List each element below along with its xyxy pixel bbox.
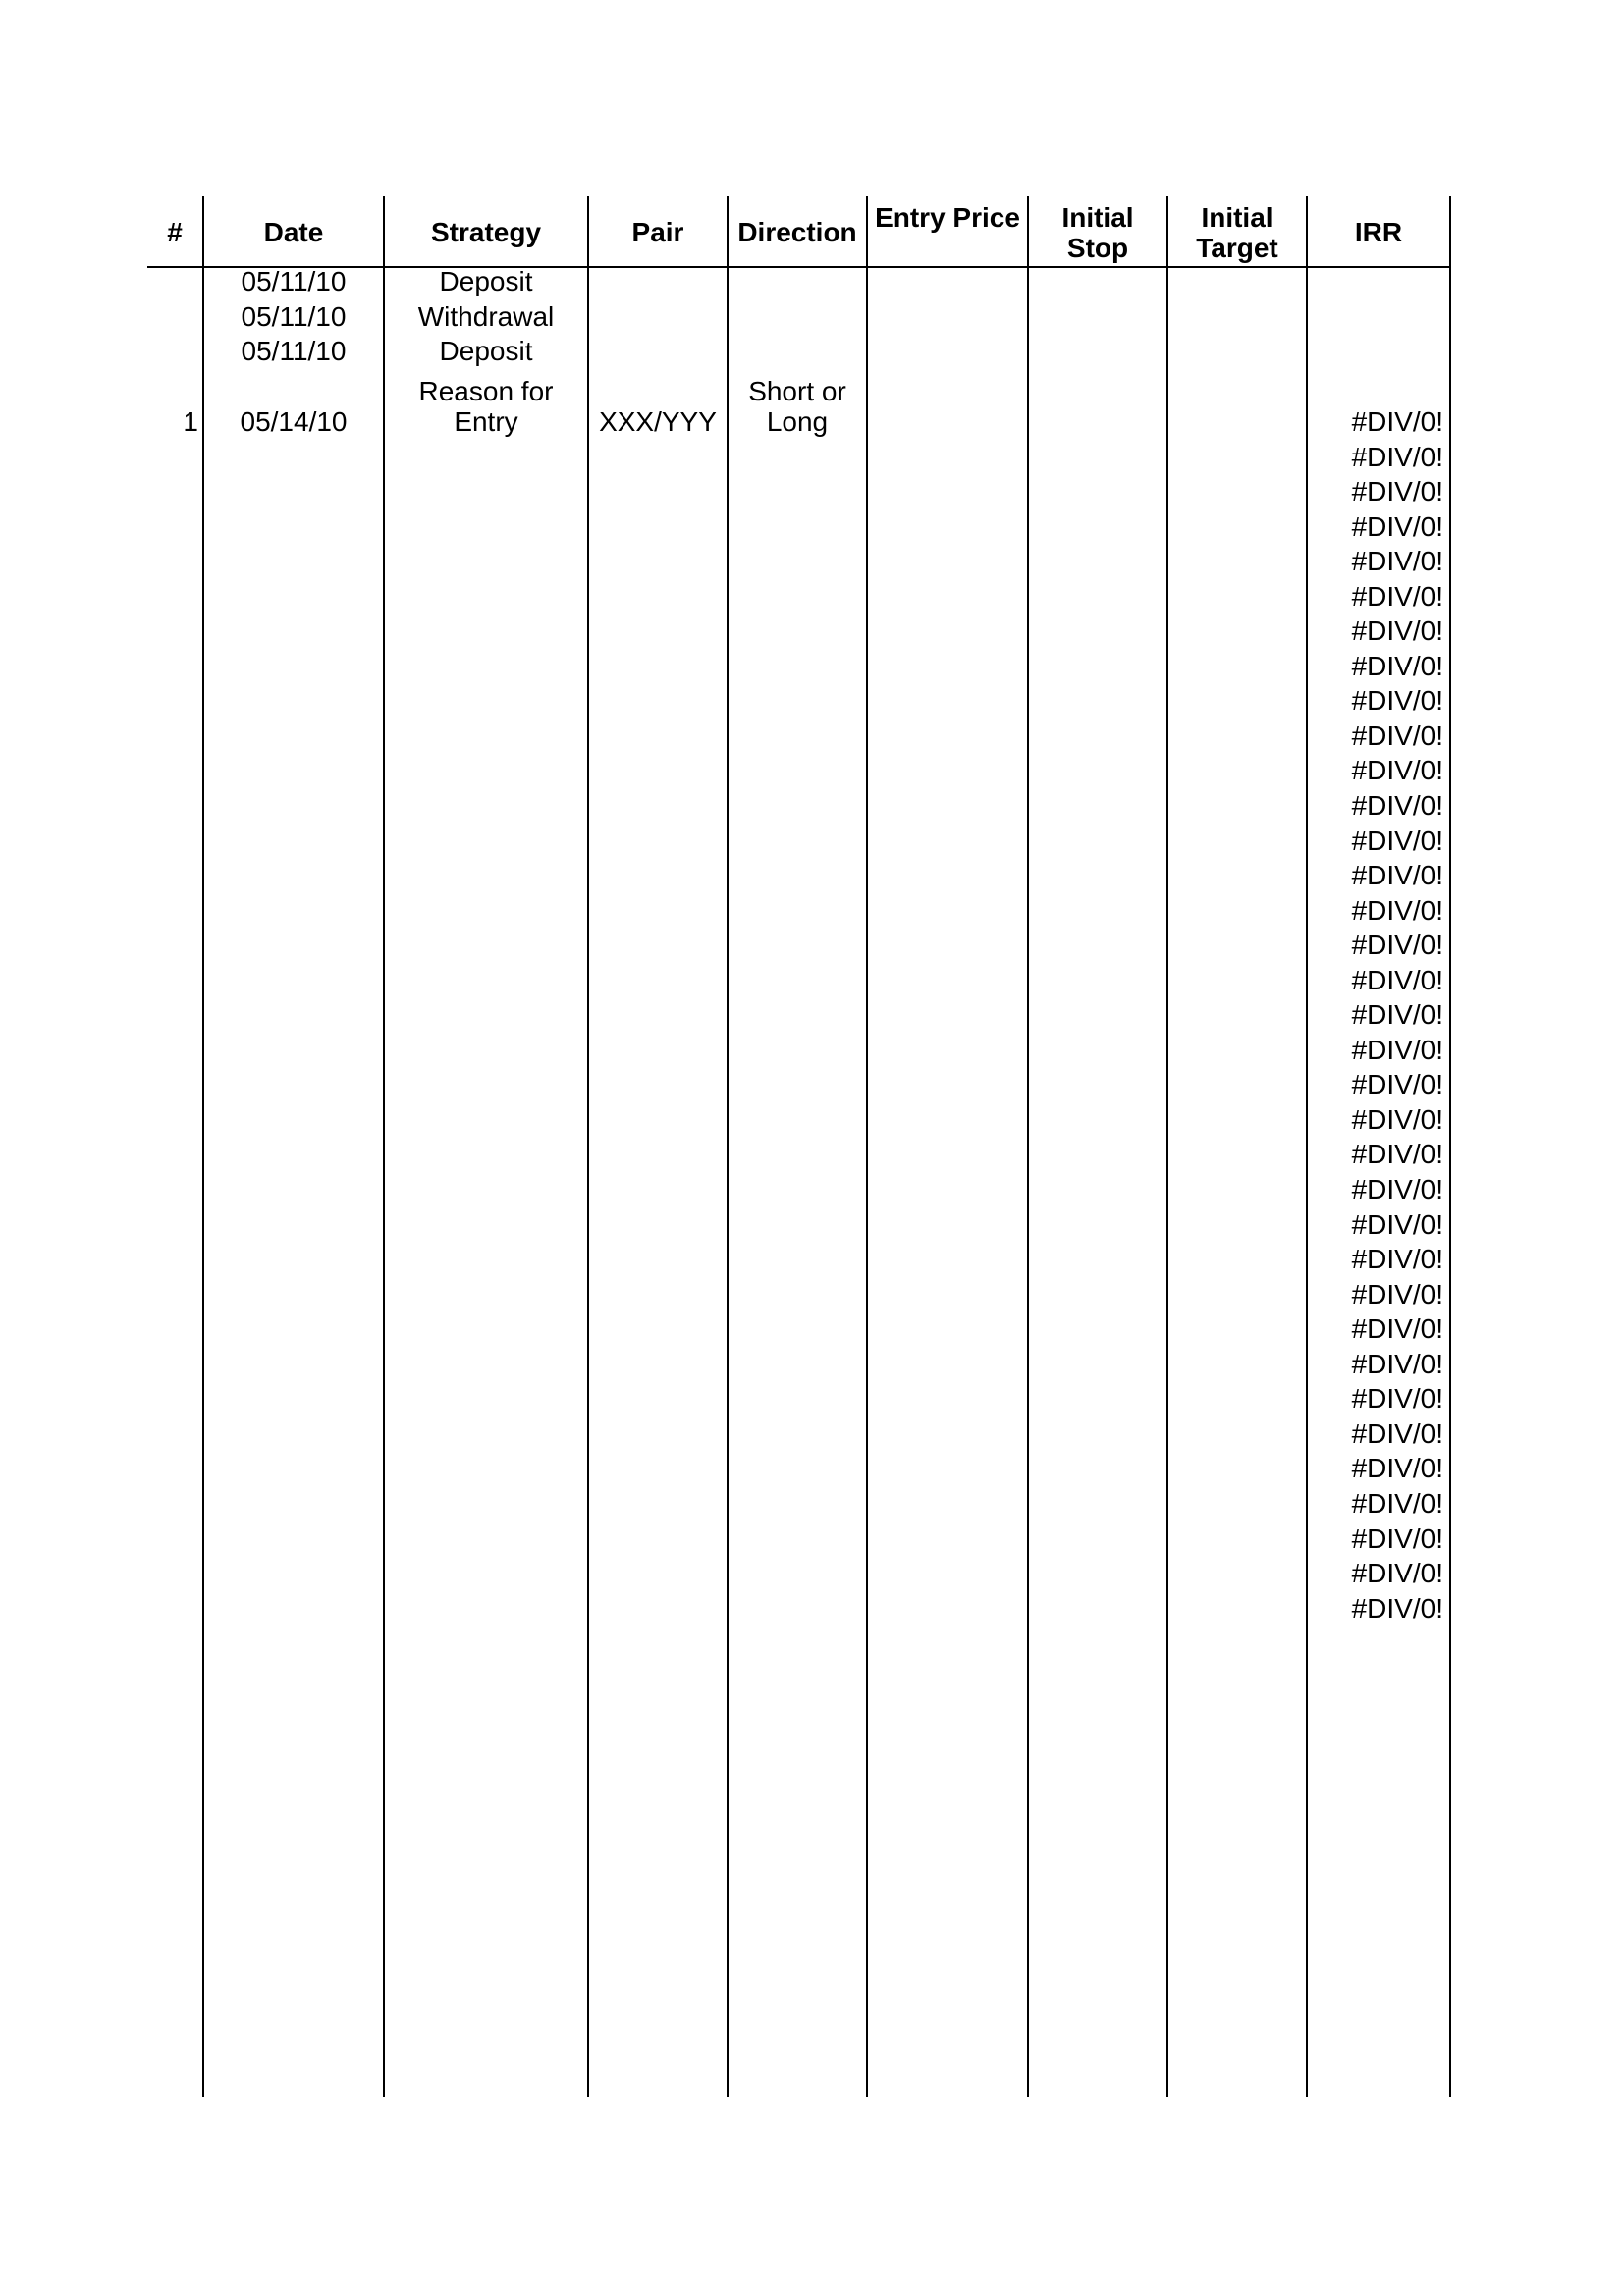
irr-value: #DIV/0! xyxy=(1351,1592,1443,1624)
irr-value: #DIV/0! xyxy=(1351,1348,1443,1379)
row-strategy: Withdrawal xyxy=(417,301,555,332)
irr-value: #DIV/0! xyxy=(1351,441,1443,472)
column-divider xyxy=(727,196,729,2097)
irr-value: #DIV/0! xyxy=(1351,825,1443,856)
irr-value: #DIV/0! xyxy=(1351,720,1443,751)
irr-value: #DIV/0! xyxy=(1351,755,1443,786)
irr-value: #DIV/0! xyxy=(1351,790,1443,822)
irr-value: #DIV/0! xyxy=(1351,1034,1443,1065)
irr-value: #DIV/0! xyxy=(1351,1417,1443,1449)
column-divider xyxy=(1027,196,1029,2097)
irr-value: #DIV/0! xyxy=(1351,510,1443,542)
irr-value: #DIV/0! xyxy=(1351,1174,1443,1205)
row-date: 05/11/10 xyxy=(241,336,347,366)
irr-value: #DIV/0! xyxy=(1351,860,1443,891)
header-num: # xyxy=(167,217,183,247)
header-irr: IRR xyxy=(1354,217,1403,247)
header-initial-stop: Initial Stop xyxy=(1061,202,1134,263)
row-date: 05/11/10 xyxy=(241,301,347,332)
irr-value: #DIV/0! xyxy=(1351,1383,1443,1415)
column-divider xyxy=(587,196,589,2097)
column-divider xyxy=(866,196,868,2097)
row-date: 05/14/10 xyxy=(240,406,348,437)
row-num: 1 xyxy=(183,406,198,437)
row-strategy: Reason for Entry xyxy=(418,376,554,437)
irr-value: #DIV/0! xyxy=(1351,964,1443,995)
irr-value: #DIV/0! xyxy=(1351,1522,1443,1554)
irr-value: #DIV/0! xyxy=(1351,1139,1443,1170)
irr-value: #DIV/0! xyxy=(1351,999,1443,1031)
irr-value: #DIV/0! xyxy=(1351,580,1443,612)
column-divider xyxy=(202,196,204,2097)
row-strategy: Deposit xyxy=(439,266,533,296)
irr-value: #DIV/0! xyxy=(1351,1558,1443,1589)
column-divider xyxy=(383,196,385,2097)
irr-value: #DIV/0! xyxy=(1351,894,1443,926)
column-divider xyxy=(1166,196,1168,2097)
irr-value: #DIV/0! xyxy=(1351,1208,1443,1240)
header-entry-price: Entry Price xyxy=(875,202,1020,233)
header-pair: Pair xyxy=(631,217,684,247)
header-date: Date xyxy=(263,217,324,247)
irr-value: #DIV/0! xyxy=(1351,650,1443,681)
irr-value: #DIV/0! xyxy=(1351,1278,1443,1309)
irr-value: #DIV/0! xyxy=(1351,1453,1443,1484)
irr-value: #DIV/0! xyxy=(1351,685,1443,717)
header-initial-target: Initial Target xyxy=(1196,202,1278,263)
irr-value: #DIV/0! xyxy=(1351,1487,1443,1519)
irr-column xyxy=(1306,404,1443,1626)
irr-value: #DIV/0! xyxy=(1351,1069,1443,1100)
row-date: 05/11/10 xyxy=(241,266,347,296)
irr-value: #DIV/0! xyxy=(1351,406,1443,437)
row-pair: XXX/YYY xyxy=(599,406,717,437)
irr-value: #DIV/0! xyxy=(1351,546,1443,577)
column-divider xyxy=(1449,196,1451,2097)
irr-value: #DIV/0! xyxy=(1351,1313,1443,1345)
irr-value: #DIV/0! xyxy=(1351,1244,1443,1275)
irr-value: #DIV/0! xyxy=(1351,930,1443,961)
irr-value: #DIV/0! xyxy=(1351,1103,1443,1135)
irr-value: #DIV/0! xyxy=(1351,476,1443,507)
irr-value: #DIV/0! xyxy=(1351,615,1443,647)
header-direction: Direction xyxy=(737,217,857,247)
row-direction: Short or Long xyxy=(748,376,846,437)
row-strategy: Deposit xyxy=(439,336,533,366)
header-strategy: Strategy xyxy=(430,217,542,247)
